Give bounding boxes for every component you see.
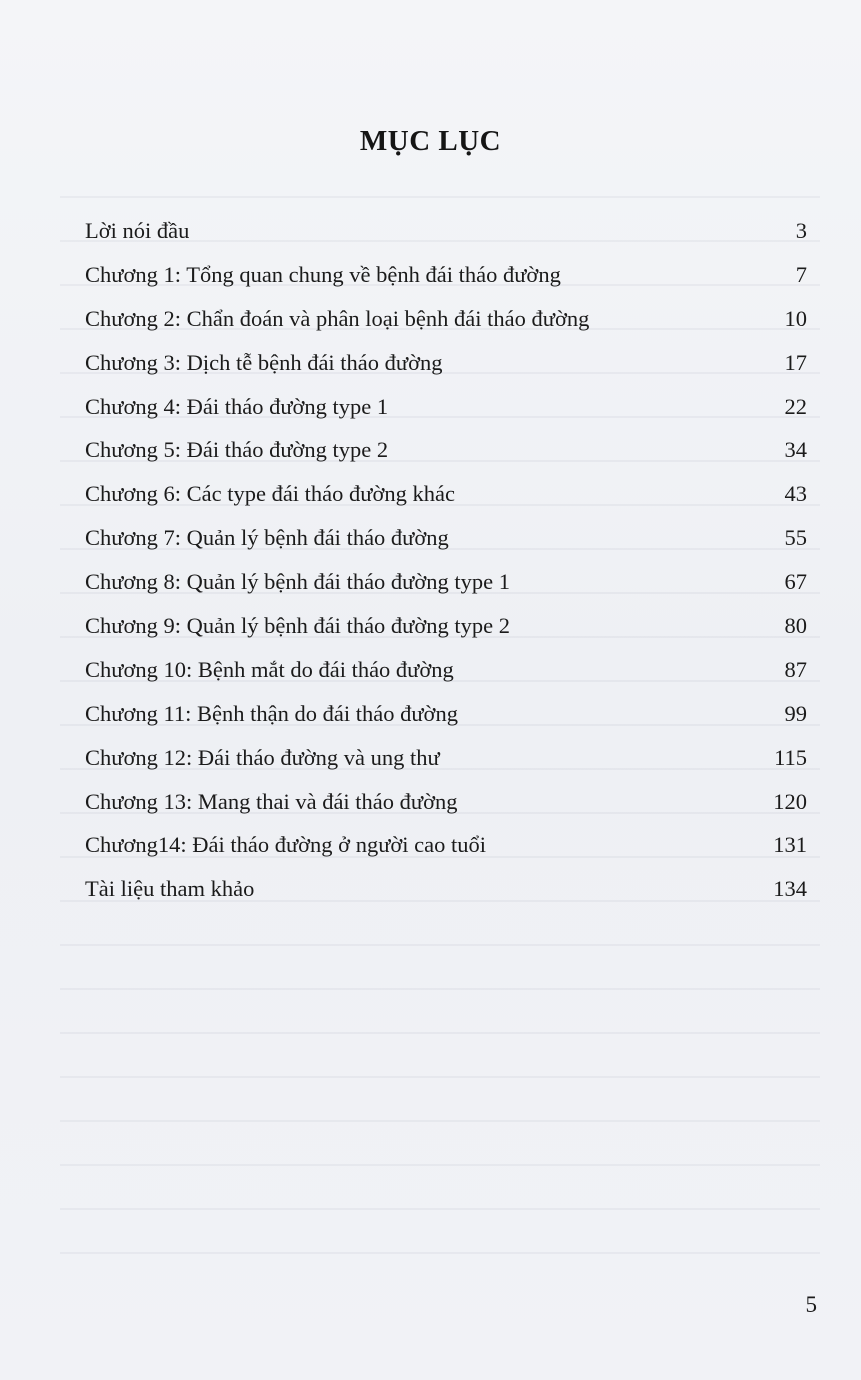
- toc-entry-title: Chương 8: Quản lý bệnh đái tháo đường type 1: [85, 569, 511, 595]
- toc-entry-title: Chương 7: Quản lý bệnh đái tháo đường: [85, 525, 449, 551]
- toc-entry-page: 7: [795, 261, 807, 287]
- toc-entry-title: Chương 4: Đái tháo đường type 1: [85, 393, 389, 419]
- toc-entry-page: 22: [784, 393, 807, 419]
- toc-entry-title: Lời nói đầu: [85, 218, 190, 243]
- toc-entry-title: Chương 1: Tổng quan chung về bệnh đái tháo đường: [85, 261, 561, 287]
- toc-entry-page: 3: [795, 218, 807, 243]
- toc-entry: [85, 297, 807, 341]
- toc-entry-page: 17: [784, 349, 807, 375]
- toc-entry: [85, 253, 807, 297]
- toc-entry-title: Tài liệu tham khảo: [85, 876, 255, 902]
- toc-entry-title: Chương 10: Bệnh mắt do đái tháo đường: [85, 656, 454, 682]
- toc-entry-page: 43: [784, 481, 807, 507]
- toc-entry: [85, 428, 807, 472]
- toc-entry: [85, 648, 807, 692]
- table-of-contents: [85, 209, 807, 911]
- toc-entry: [85, 472, 807, 516]
- toc-entry: [85, 780, 807, 824]
- toc-entry: [85, 823, 807, 867]
- toc-entry: [85, 736, 807, 780]
- toc-entry: [85, 604, 807, 648]
- toc-entry-title: Chương 3: Dịch tễ bệnh đái tháo đường: [85, 349, 443, 375]
- toc-entry-page: 87: [784, 656, 807, 682]
- toc-entry-page: 67: [784, 569, 807, 595]
- toc-entry: [85, 560, 807, 604]
- toc-entry-page: 115: [774, 744, 807, 770]
- toc-entry-title: Chương 9: Quản lý bệnh đái tháo đường type 2: [85, 613, 511, 639]
- toc-entry-page: 120: [773, 788, 807, 814]
- toc-entry-page: 55: [784, 525, 807, 551]
- toc-entry-title: Chương 5: Đái tháo đường type 2: [85, 437, 389, 463]
- toc-entry-title: Chương 13: Mang thai và đái tháo đường: [85, 788, 458, 814]
- toc-entry-title: Chương 2: Chẩn đoán và phân loại bệnh đái tháo đường: [85, 305, 590, 331]
- toc-entry-page: 34: [784, 437, 807, 463]
- toc-entry-title: Chương14: Đái tháo đường ở người cao tuổi: [85, 832, 487, 858]
- toc-entry: [85, 385, 807, 429]
- page-title: MỤC LỤC: [359, 125, 502, 157]
- toc-entry: [85, 341, 807, 385]
- toc-entry: [85, 867, 807, 911]
- toc-entry-title: Chương 6: Các type đái tháo đường khác: [85, 481, 455, 507]
- toc-entry: [85, 209, 807, 253]
- toc-entry-page: 131: [773, 832, 807, 858]
- toc-entry-title: Chương 11: Bệnh thận do đái tháo đường: [85, 700, 458, 726]
- toc-entry-page: 80: [784, 613, 807, 639]
- toc-entry: [85, 516, 807, 560]
- toc-entry-page: 134: [773, 876, 807, 902]
- page-number: 5: [805, 1292, 817, 1317]
- toc-entry-page: 10: [784, 305, 807, 331]
- toc-entry: [85, 692, 807, 736]
- toc-entry-page: 99: [784, 700, 807, 726]
- toc-entry-title: Chương 12: Đái tháo đường và ung thư: [85, 744, 440, 770]
